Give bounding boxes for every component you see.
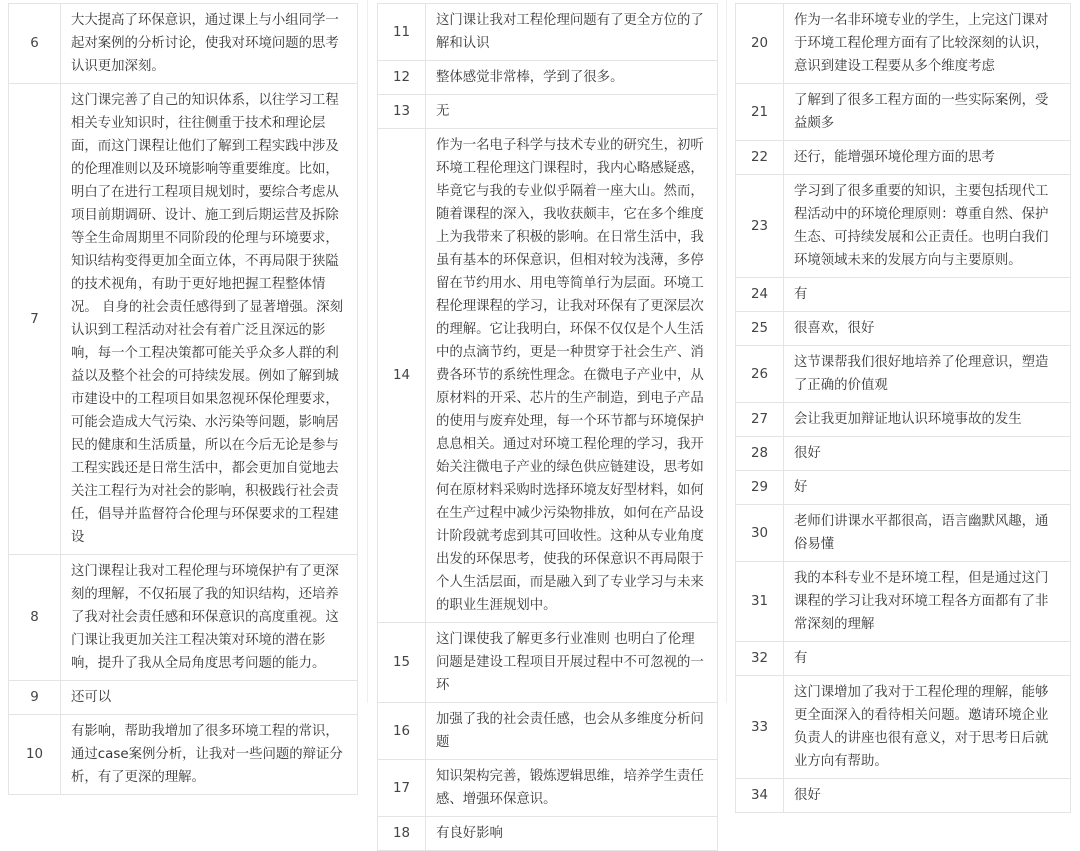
feedback-text: 学习到了很多重要的知识，主要包括现代工程活动中的环境伦理原则：尊重自然、保护生态、可持续发展和公正责任。也明白我们环境领域未来的发展方向与主要原则。 <box>784 175 1071 278</box>
feedback-text: 大大提高了环保意识，通过课上与小组同学一起对案例的分析讨论，使我对环境问题的思考认识更加深刻。 <box>61 4 358 84</box>
row-number: 24 <box>736 278 784 312</box>
feedback-text: 有 <box>784 642 1071 676</box>
row-number: 20 <box>736 4 784 84</box>
row-number: 7 <box>9 84 61 555</box>
row-number: 16 <box>378 703 426 760</box>
feedback-text: 我的本科专业不是环境工程，但是通过这门课程的学习让我对环境工程各方面都有了非常深刻的理解 <box>784 562 1071 642</box>
feedback-text: 这节课帮我们很好地培养了伦理意识，塑造了正确的价值观 <box>784 346 1071 403</box>
feedback-text: 加强了我的社会责任感，也会从多维度分析问题 <box>426 703 718 760</box>
row-number: 10 <box>9 715 61 795</box>
table-row <box>9 4 358 84</box>
table-row <box>378 95 718 129</box>
table-row <box>736 562 1071 642</box>
table-row <box>378 61 718 95</box>
row-number: 12 <box>378 61 426 95</box>
table-row <box>736 175 1071 278</box>
row-number: 14 <box>378 129 426 623</box>
table-row <box>378 817 718 851</box>
feedback-text: 这门课让我对工程伦理问题有了更全方位的了解和认识 <box>426 4 718 61</box>
feedback-text: 有 <box>784 278 1071 312</box>
feedback-text: 有影响，帮助我增加了很多环境工程的常识，通过case案例分析，让我对一些问题的辩证分析，有了更深的理解。 <box>61 715 358 795</box>
row-number: 6 <box>9 4 61 84</box>
row-number: 11 <box>378 4 426 61</box>
feedback-text: 这门课完善了自己的知识体系，以往学习工程相关专业知识时，往往侧重于技术和理论层面，而这门课程让他们了解到工程实践中涉及的伦理准则以及环境影响等重要维度。比如，明白了在进行工程项目规划时，要综合考虑从项目前期调研、设计、施工到后期运营及拆除等全生命周期里不同阶段的伦理与环境要求，知识结构变得更加全面立体，不再局限于狭隘的技术视角，有助于更好地把握工程整体情况。 自身的社会责任感得到了显著增强。深刻认识到工程活动对社会有着广泛且深远的影响，每一个工程决策都可能关乎众多人群的利益以及整个社会的可持续发展。例如了解到城市建设中的工程项目如果忽视环保伦理要求，可能会造成大气污染、水污染等问题，影响居民的健康和生活质量，所以在今后无论是参与工程实践还是日常生活中，都会更加自觉地去关注工程行为对社会的影响，积极践行社会责任，倡导并监督符合伦理与环保要求的工程建设 <box>61 84 358 555</box>
table-row <box>378 129 718 623</box>
feedback-text: 好 <box>784 471 1071 505</box>
row-number: 25 <box>736 312 784 346</box>
row-number: 8 <box>9 555 61 681</box>
feedback-text: 还行，能增强环境伦理方面的思考 <box>784 141 1071 175</box>
table-row <box>736 676 1071 779</box>
row-number: 28 <box>736 437 784 471</box>
feedback-text: 这门课使我了解更多行业准则 也明白了伦理问题是建设工程项目开展过程中不可忽视的一环 <box>426 623 718 703</box>
row-number: 21 <box>736 84 784 141</box>
row-number: 32 <box>736 642 784 676</box>
feedback-text: 很喜欢，很好 <box>784 312 1071 346</box>
column-gap-divider <box>367 0 368 703</box>
feedback-text: 无 <box>426 95 718 129</box>
table-row <box>736 346 1071 403</box>
feedback-text: 作为一名非环境专业的学生，上完这门课对于环境工程伦理方面有了比较深刻的认识，意识到建设工程要从多个维度考虑 <box>784 4 1071 84</box>
row-number: 23 <box>736 175 784 278</box>
feedback-text: 知识架构完善，锻炼逻辑思维，培养学生责任感、增强环保意识。 <box>426 760 718 817</box>
table-row <box>736 779 1071 813</box>
table-row <box>736 278 1071 312</box>
table-row <box>378 4 718 61</box>
table-row <box>9 555 358 681</box>
table-row <box>9 715 358 795</box>
feedback-text: 有良好影响 <box>426 817 718 851</box>
row-number: 29 <box>736 471 784 505</box>
table-row <box>736 642 1071 676</box>
feedback-text: 整体感觉非常棒，学到了很多。 <box>426 61 718 95</box>
feedback-text: 很好 <box>784 437 1071 471</box>
row-number: 34 <box>736 779 784 813</box>
row-number: 33 <box>736 676 784 779</box>
table-row <box>378 760 718 817</box>
row-number: 26 <box>736 346 784 403</box>
feedback-text: 这门课增加了我对于工程伦理的理解，能够更全面深入的看待相关问题。邀请环境企业负责人的讲座也很有意义，对于思考日后就业方向有帮助。 <box>784 676 1071 779</box>
table-row <box>378 703 718 760</box>
table-row <box>378 623 718 703</box>
feedback-text: 还可以 <box>61 681 358 715</box>
table-row <box>736 4 1071 84</box>
feedback-table-2 <box>377 3 718 851</box>
table-row <box>736 437 1071 471</box>
row-number: 13 <box>378 95 426 129</box>
row-number: 15 <box>378 623 426 703</box>
feedback-text: 了解到了很多工程方面的一些实际案例，受益颇多 <box>784 84 1071 141</box>
row-number: 27 <box>736 403 784 437</box>
feedback-text: 老师们讲课水平都很高，语言幽默风趣，通俗易懂 <box>784 505 1071 562</box>
row-number: 22 <box>736 141 784 175</box>
table-row <box>736 403 1071 437</box>
table-row <box>736 505 1071 562</box>
feedback-text: 会让我更加辩证地认识环境事故的发生 <box>784 403 1071 437</box>
table-row <box>9 681 358 715</box>
table-row <box>9 84 358 555</box>
feedback-text: 这门课程让我对工程伦理与环境保护有了更深刻的理解，不仅拓展了我的知识结构，还培养了我对社会责任感和环保意识的高度重视。这门课让我更加关注工程决策对环境的潜在影响，提升了我从全局角度思考问题的能力。 <box>61 555 358 681</box>
row-number: 18 <box>378 817 426 851</box>
row-number: 30 <box>736 505 784 562</box>
feedback-text: 作为一名电子科学与技术专业的研究生，初听环境工程伦理这门课程时，我内心略感疑惑，毕竟它与我的专业似乎隔着一座大山。然而，随着课程的深入，我收获颇丰，它在多个维度上为我带来了积极的影响。在日常生活中，我虽有基本的环保意识，但相对较为浅薄，多停留在节约用水、用电等简单行为层面。环境工程伦理课程的学习，让我对环保有了更深层次的理解。它让我明白，环保不仅仅是个人生活中的点滴节约，更是一种贯穿于社会生产、消费各环节的系统性理念。在微电子产业中，从原材料的开采、芯片的生产制造，到电子产品的使用与废弃处理，每一个环节都与环境保护息息相关。通过对环境工程伦理的学习，我开始关注微电子产业的绿色供应链建设，思考如何在原材料采购时选择环境友好型材料，如何在生产过程中减少污染物排放，如何在产品设计阶段就考虑到其可回收性。这种从专业角度出发的环保思考，使我的环保意识不再局限于个人生活层面，而是融入到了专业学习与未来的职业生涯规划中。 <box>426 129 718 623</box>
row-number: 9 <box>9 681 61 715</box>
table-row <box>736 312 1071 346</box>
table-row <box>736 84 1071 141</box>
table-row <box>736 471 1071 505</box>
feedback-table-3 <box>735 3 1071 813</box>
column-gap-divider <box>726 0 727 703</box>
feedback-text: 很好 <box>784 779 1071 813</box>
table-row <box>736 141 1071 175</box>
row-number: 31 <box>736 562 784 642</box>
feedback-table-1 <box>8 3 358 795</box>
row-number: 17 <box>378 760 426 817</box>
